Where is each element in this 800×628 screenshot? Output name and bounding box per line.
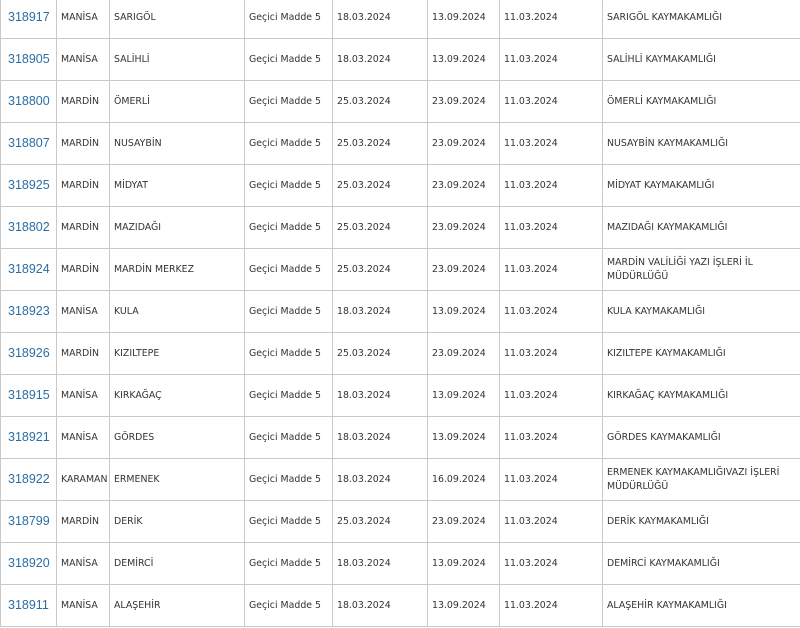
end-date-cell: 23.09.2024: [428, 207, 500, 249]
start-date-cell: 25.03.2024: [333, 501, 428, 543]
province-cell: MARDİN: [57, 81, 110, 123]
contract-type-cell: Geçici Madde 5: [245, 207, 333, 249]
table-row: [1, 39, 800, 81]
start-date-cell: 25.03.2024: [333, 207, 428, 249]
start-date-cell: 25.03.2024: [333, 165, 428, 207]
institution-cell: ÖMERLİ KAYMAKAMLIĞI: [603, 81, 800, 123]
district-cell: NUSAYBİN: [110, 123, 245, 165]
listing-id-cell: [1, 501, 57, 543]
province-cell: MANİSA: [57, 417, 110, 459]
listing-id-link[interactable]: 318799: [8, 513, 50, 528]
district-cell: SALİHLİ: [110, 39, 245, 81]
province-cell: KARAMAN: [57, 459, 110, 501]
institution-cell: DERİK KAYMAKAMLIĞI: [603, 501, 800, 543]
institution-cell: MARDİN VALİLİĞİ YAZI İŞLERİ İL MÜDÜRLÜĞÜ: [603, 249, 800, 291]
end-date-cell: 13.09.2024: [428, 585, 500, 627]
listing-id-link[interactable]: 318915: [8, 387, 50, 402]
institution-cell: MAZIDAĞI KAYMAKAMLIĞI: [603, 207, 800, 249]
district-cell: SARIGÖL: [110, 0, 245, 39]
table-row: [1, 543, 800, 585]
end-date-cell: 13.09.2024: [428, 417, 500, 459]
announcement-date-cell: 11.03.2024: [500, 291, 603, 333]
province-cell: MANİSA: [57, 375, 110, 417]
district-cell: KULA: [110, 291, 245, 333]
end-date-cell: 23.09.2024: [428, 333, 500, 375]
announcement-date-cell: 11.03.2024: [500, 459, 603, 501]
table-row: [1, 459, 800, 501]
listing-id-cell: [1, 165, 57, 207]
end-date-cell: 23.09.2024: [428, 81, 500, 123]
contract-type-cell: Geçici Madde 5: [245, 585, 333, 627]
listing-id-link[interactable]: 318920: [8, 555, 50, 570]
listing-id-cell: [1, 543, 57, 585]
listing-id-cell: [1, 291, 57, 333]
institution-cell: ERMENEK KAYMAKAMLIĞIVAZI İŞLERİ MÜDÜRLÜĞÜ: [603, 459, 800, 501]
district-cell: MARDİN MERKEZ: [110, 249, 245, 291]
province-cell: MARDİN: [57, 123, 110, 165]
listing-id-link[interactable]: 318807: [8, 135, 50, 150]
listing-id-link[interactable]: 318911: [8, 597, 49, 612]
announcement-date-cell: 11.03.2024: [500, 375, 603, 417]
table-row: [1, 0, 800, 39]
district-cell: ERMENEK: [110, 459, 245, 501]
announcement-date-cell: 11.03.2024: [500, 0, 603, 39]
listing-id-cell: [1, 417, 57, 459]
listing-id-cell: [1, 375, 57, 417]
province-cell: MARDİN: [57, 501, 110, 543]
announcement-date-cell: 11.03.2024: [500, 39, 603, 81]
province-cell: MARDİN: [57, 207, 110, 249]
announcement-date-cell: 11.03.2024: [500, 501, 603, 543]
end-date-cell: 13.09.2024: [428, 39, 500, 81]
province-cell: MANİSA: [57, 0, 110, 39]
start-date-cell: 18.03.2024: [333, 39, 428, 81]
institution-cell: NUSAYBİN KAYMAKAMLIĞI: [603, 123, 800, 165]
listing-id-link[interactable]: 318925: [8, 177, 50, 192]
table-row: [1, 291, 800, 333]
listing-id-link[interactable]: 318922: [8, 471, 50, 486]
start-date-cell: 25.03.2024: [333, 123, 428, 165]
institution-cell: SARIGÖL KAYMAKAMLIĞI: [603, 0, 800, 39]
start-date-cell: 18.03.2024: [333, 291, 428, 333]
contract-type-cell: Geçici Madde 5: [245, 291, 333, 333]
start-date-cell: 25.03.2024: [333, 333, 428, 375]
listing-id-cell: [1, 459, 57, 501]
listing-id-cell: [1, 39, 57, 81]
contract-type-cell: Geçici Madde 5: [245, 417, 333, 459]
contract-type-cell: Geçici Madde 5: [245, 81, 333, 123]
district-cell: DEMİRCİ: [110, 543, 245, 585]
announcement-date-cell: 11.03.2024: [500, 333, 603, 375]
end-date-cell: 13.09.2024: [428, 291, 500, 333]
table-row: [1, 585, 800, 627]
end-date-cell: 13.09.2024: [428, 375, 500, 417]
institution-cell: GÖRDES KAYMAKAMLIĞI: [603, 417, 800, 459]
end-date-cell: 13.09.2024: [428, 543, 500, 585]
end-date-cell: 16.09.2024: [428, 459, 500, 501]
start-date-cell: 18.03.2024: [333, 543, 428, 585]
contract-type-cell: Geçici Madde 5: [245, 333, 333, 375]
listing-id-link[interactable]: 318926: [8, 345, 50, 360]
start-date-cell: 18.03.2024: [333, 0, 428, 39]
province-cell: MANİSA: [57, 543, 110, 585]
table-row: [1, 375, 800, 417]
institution-cell: KIZILTEPE KAYMAKAMLIĞI: [603, 333, 800, 375]
contract-type-cell: Geçici Madde 5: [245, 123, 333, 165]
institution-cell: MİDYAT KAYMAKAMLIĞI: [603, 165, 800, 207]
district-cell: KIRKAĞAÇ: [110, 375, 245, 417]
institution-cell: KIRKAĞAÇ KAYMAKAMLIĞI: [603, 375, 800, 417]
district-cell: ÖMERLİ: [110, 81, 245, 123]
province-cell: MANİSA: [57, 39, 110, 81]
province-cell: MARDİN: [57, 333, 110, 375]
institution-cell: DEMİRCİ KAYMAKAMLIĞI: [603, 543, 800, 585]
listing-id-cell: [1, 585, 57, 627]
announcement-date-cell: 11.03.2024: [500, 417, 603, 459]
announcement-date-cell: 11.03.2024: [500, 81, 603, 123]
table-row: [1, 249, 800, 291]
listing-id-link[interactable]: 318921: [8, 429, 50, 444]
end-date-cell: 13.09.2024: [428, 0, 500, 39]
table-row: [1, 207, 800, 249]
contract-type-cell: Geçici Madde 5: [245, 375, 333, 417]
district-cell: MAZIDAĞI: [110, 207, 245, 249]
table-row: [1, 123, 800, 165]
province-cell: MANİSA: [57, 585, 110, 627]
start-date-cell: 25.03.2024: [333, 81, 428, 123]
end-date-cell: 23.09.2024: [428, 501, 500, 543]
announcement-date-cell: 11.03.2024: [500, 249, 603, 291]
table-row: [1, 81, 800, 123]
listing-id-cell: [1, 207, 57, 249]
province-cell: MANİSA: [57, 291, 110, 333]
institution-cell: KULA KAYMAKAMLIĞI: [603, 291, 800, 333]
listing-id-link[interactable]: 318802: [8, 219, 50, 234]
contract-type-cell: Geçici Madde 5: [245, 39, 333, 81]
listing-id-cell: [1, 0, 57, 39]
institution-cell: SALİHLİ KAYMAKAMLIĞI: [603, 39, 800, 81]
district-cell: KIZILTEPE: [110, 333, 245, 375]
district-cell: MİDYAT: [110, 165, 245, 207]
contract-type-cell: Geçici Madde 5: [245, 0, 333, 39]
institution-cell: ALAŞEHİR KAYMAKAMLIĞI: [603, 585, 800, 627]
district-cell: ALAŞEHİR: [110, 585, 245, 627]
start-date-cell: 18.03.2024: [333, 375, 428, 417]
listing-id-cell: [1, 333, 57, 375]
table-row: [1, 333, 800, 375]
announcement-date-cell: 11.03.2024: [500, 165, 603, 207]
listing-id-cell: [1, 249, 57, 291]
province-cell: MARDİN: [57, 165, 110, 207]
contract-type-cell: Geçici Madde 5: [245, 165, 333, 207]
announcement-date-cell: 11.03.2024: [500, 123, 603, 165]
listing-id-link[interactable]: 318923: [8, 303, 50, 318]
listing-id-link[interactable]: 318905: [8, 51, 50, 66]
end-date-cell: 23.09.2024: [428, 123, 500, 165]
start-date-cell: 25.03.2024: [333, 249, 428, 291]
end-date-cell: 23.09.2024: [428, 249, 500, 291]
listing-id-cell: [1, 123, 57, 165]
listing-id-cell: [1, 81, 57, 123]
listing-id-link[interactable]: 318800: [8, 93, 50, 108]
start-date-cell: 18.03.2024: [333, 459, 428, 501]
listing-id-link[interactable]: 318917: [8, 9, 50, 24]
table-body: [1, 0, 800, 627]
district-cell: DERİK: [110, 501, 245, 543]
contract-type-cell: Geçici Madde 5: [245, 543, 333, 585]
start-date-cell: 18.03.2024: [333, 417, 428, 459]
contract-type-cell: Geçici Madde 5: [245, 501, 333, 543]
listing-id-link[interactable]: 318924: [8, 261, 50, 276]
end-date-cell: 23.09.2024: [428, 165, 500, 207]
table-row: [1, 501, 800, 543]
contract-type-cell: Geçici Madde 5: [245, 249, 333, 291]
contract-type-cell: Geçici Madde 5: [245, 459, 333, 501]
province-cell: MARDİN: [57, 249, 110, 291]
table-row: [1, 165, 800, 207]
announcement-date-cell: 11.03.2024: [500, 585, 603, 627]
table-row: [1, 417, 800, 459]
start-date-cell: 18.03.2024: [333, 585, 428, 627]
announcement-date-cell: 11.03.2024: [500, 543, 603, 585]
announcement-date-cell: 11.03.2024: [500, 207, 603, 249]
district-cell: GÖRDES: [110, 417, 245, 459]
